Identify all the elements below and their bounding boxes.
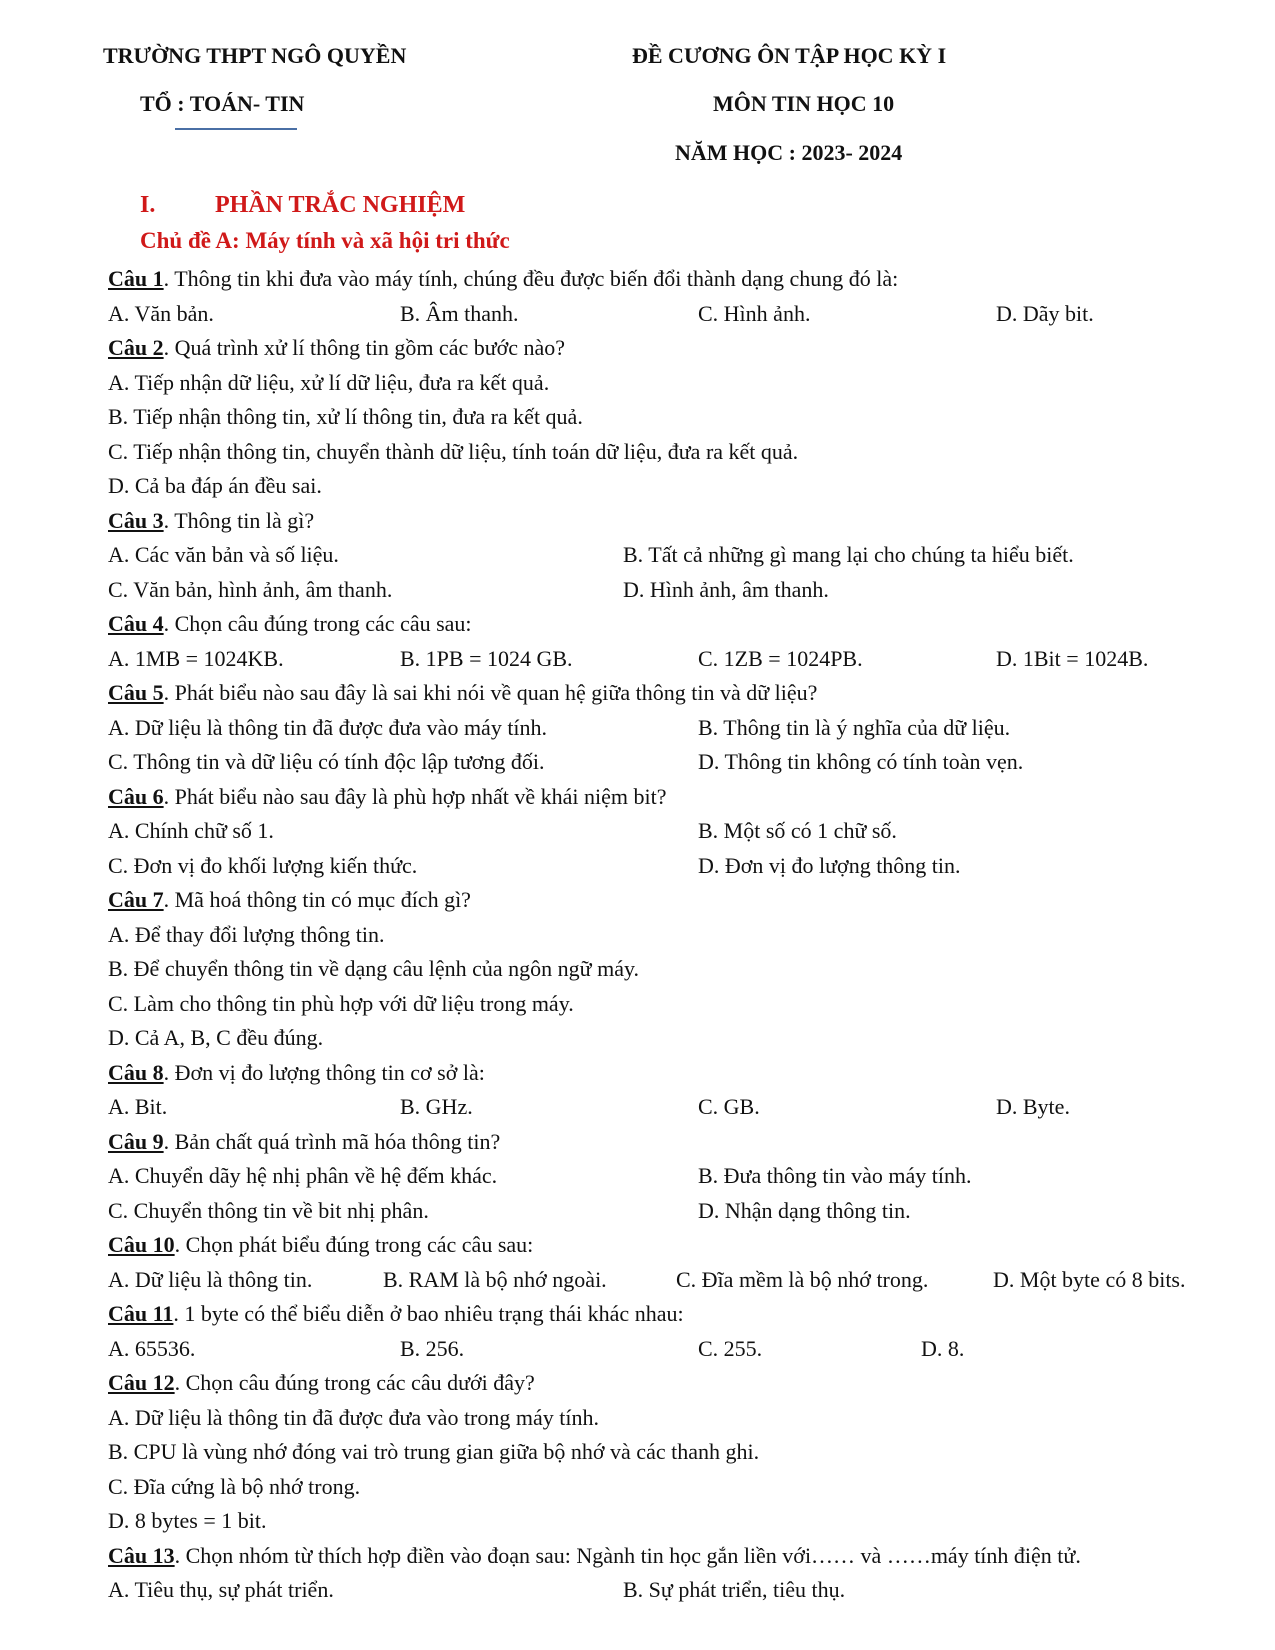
option-a: A. Bit. [108,1094,168,1119]
option-b: B. 1PB = 1024 GB. [400,645,573,671]
question-11 [108,1297,1228,1332]
option-b: B. Để chuyển thông tin về dạng câu lệnh của ngôn ngữ máy. [108,956,640,981]
subject-name: MÔN TIN HỌC 10 [713,91,895,116]
question-label: Câu 3 [108,507,164,533]
question-label: Câu 1 [108,266,164,291]
option-b: B. 256. [400,1335,465,1361]
question-label: Câu 6 [108,783,164,809]
option-c: C. 1ZB = 1024PB. [698,645,863,671]
question-5 [108,676,1228,711]
question-label: Câu 5 [108,680,164,705]
question-label: Câu 2 [108,335,164,360]
question-text: . Phát biểu nào sau đây là sai khi nói về quan hệ giữa thông tin và dữ liệu? [163,680,818,705]
option-c: C. Làm cho thông tin phù hợp với dữ liệu trong máy. [108,990,574,1016]
option-a: A. Dữ liệu là thông tin đã được đưa vào trong máy tính. [108,1404,599,1430]
question-text: . 1 byte có thể biểu diễn ở bao nhiêu trạng thái khác nhau: [173,1301,684,1326]
option-b: B. Đưa thông tin vào máy tính. [698,1163,972,1188]
question-text: . Chọn câu đúng trong các câu sau: [163,611,472,636]
question-label: Câu 4 [108,611,164,636]
option-b: B. RAM là bộ nhớ ngoài. [383,1266,607,1292]
option-a: A. Các văn bản và số liệu. [108,542,339,567]
question-6 [108,780,1228,815]
option-b: B. Sự phát triển, tiêu thụ. [623,1577,846,1602]
document-title: ĐỀ CƯƠNG ÔN TẬP HỌC KỲ I [632,43,947,68]
topic-title: Chủ đề A: Máy tính và xã hội tri thức [140,228,510,253]
question-text: . Chọn phát biểu đúng trong các câu sau: [174,1232,534,1257]
option-d: D. Byte. [996,1094,1070,1119]
question-label: Câu 9 [108,1128,164,1154]
option-a: A. Để thay đổi lượng thông tin. [108,921,385,947]
option-d: D. Một byte có 8 bits. [993,1266,1186,1292]
question-8 [108,1056,1228,1091]
option-b: B. Tiếp nhận thông tin, xử lí thông tin, đưa ra kết quả. [108,404,583,429]
question-9 [108,1125,1228,1160]
option-c: C. Tiếp nhận thông tin, chuyển thành dữ liệu, tính toán dữ liệu, đưa ra kết quả. [108,438,799,464]
option-a: A. Dữ liệu là thông tin. [108,1266,313,1292]
option-b: B. Thông tin là ý nghĩa của dữ liệu. [698,714,1011,740]
question-10 [108,1228,1228,1263]
option-d: D. Cả A, B, C đều đúng. [108,1025,324,1050]
option-a: A. Chính chữ số 1. [108,818,274,843]
question-2 [108,331,1228,366]
question-text: . Quá trình xử lí thông tin gồm các bước nào? [163,335,566,360]
option-b: B. CPU là vùng nhớ đóng vai trò trung gian giữa bộ nhớ và các thanh ghi. [108,1439,760,1464]
option-b: B. Âm thanh. [400,300,519,326]
option-b: B. Tất cả những gì mang lại cho chúng ta hiểu biết. [623,542,1074,567]
option-b: B. Một số có 1 chữ số. [698,818,897,843]
school-year: NĂM HỌC : 2023- 2024 [675,140,903,165]
option-c: C. Hình ảnh. [698,300,811,326]
option-c: C. Đĩa cứng là bộ nhớ trong. [108,1473,361,1499]
question-text: . Bản chất quá trình mã hóa thông tin? [163,1128,501,1154]
question-text: . Mã hoá thông tin có mục đích gì? [163,887,471,912]
department-name: TỔ : TOÁN- TIN [140,91,305,116]
option-a: A. Văn bản. [108,300,214,326]
option-a: A. Tiếp nhận dữ liệu, xử lí dữ liệu, đưa ra kết quả. [108,369,550,395]
option-c: C. Văn bản, hình ảnh, âm thanh. [108,576,393,602]
question-label: Câu 12 [108,1370,175,1395]
question-label: Câu 13 [108,1542,175,1568]
question-text: . Đơn vị đo lượng thông tin cơ sở là: [163,1059,485,1085]
option-c: C. GB. [698,1094,760,1119]
school-name: TRƯỜNG THPT NGÔ QUYỀN [103,43,407,68]
option-a: A. Dữ liệu là thông tin đã được đưa vào máy tính. [108,714,548,740]
option-d: D. Dãy bit. [996,300,1094,326]
option-c: C. Thông tin và dữ liệu có tính độc lập tương đối. [108,749,545,774]
question-13 [108,1539,1228,1574]
option-a: A. 65536. [108,1335,196,1361]
question-label: Câu 8 [108,1059,164,1085]
option-c: C. Chuyển thông tin về bit nhị phân. [108,1197,429,1223]
question-3 [108,504,1228,539]
option-d: D. Cả ba đáp án đều sai. [108,473,322,498]
question-text: . Thông tin là gì? [163,507,315,533]
option-c: C. Đơn vị đo khối lượng kiến thức. [108,852,418,878]
question-text: . Chọn nhóm từ thích hợp điền vào đoạn sau: Ngành tin học gắn liền với…… và ……máy tính điện tử. [174,1542,1081,1568]
option-b: B. GHz. [400,1094,473,1119]
department-underline [175,128,297,130]
question-4 [108,607,1228,642]
option-c: C. 255. [698,1335,763,1361]
question-label: Câu 10 [108,1232,175,1257]
question-text: . Thông tin khi đưa vào máy tính, chúng đều được biến đổi thành dạng chung đó là: [163,266,899,291]
option-c: C. Đĩa mềm là bộ nhớ trong. [676,1266,929,1292]
section-number: I. [140,192,156,218]
section-title: PHẦN TRẮC NGHIỆM [215,192,466,218]
question-7 [108,883,1228,918]
option-d: D. Đơn vị đo lượng thông tin. [698,852,961,878]
question-label: Câu 7 [108,887,164,912]
option-a: A. Chuyển dãy hệ nhị phân về hệ đếm khác. [108,1163,498,1188]
option-d: D. Nhận dạng thông tin. [698,1197,911,1223]
question-text: . Phát biểu nào sau đây là phù hợp nhất về khái niệm bit? [163,783,667,809]
option-d: D. 1Bit = 1024B. [996,645,1149,671]
question-text: . Chọn câu đúng trong các câu dưới đây? [174,1370,535,1395]
option-d: D. 8. [921,1335,965,1361]
question-list [108,262,1228,1608]
question-1 [108,262,1228,297]
option-d: D. Thông tin không có tính toàn vẹn. [698,749,1024,774]
options-row [108,297,1228,332]
option-a: A. Tiêu thụ, sự phát triển. [108,1577,334,1602]
option-a: A. 1MB = 1024KB. [108,645,284,671]
option-d: D. 8 bytes = 1 bit. [108,1508,267,1533]
question-label: Câu 11 [108,1301,174,1326]
question-12 [108,1366,1228,1401]
option-d: D. Hình ảnh, âm thanh. [623,576,829,602]
